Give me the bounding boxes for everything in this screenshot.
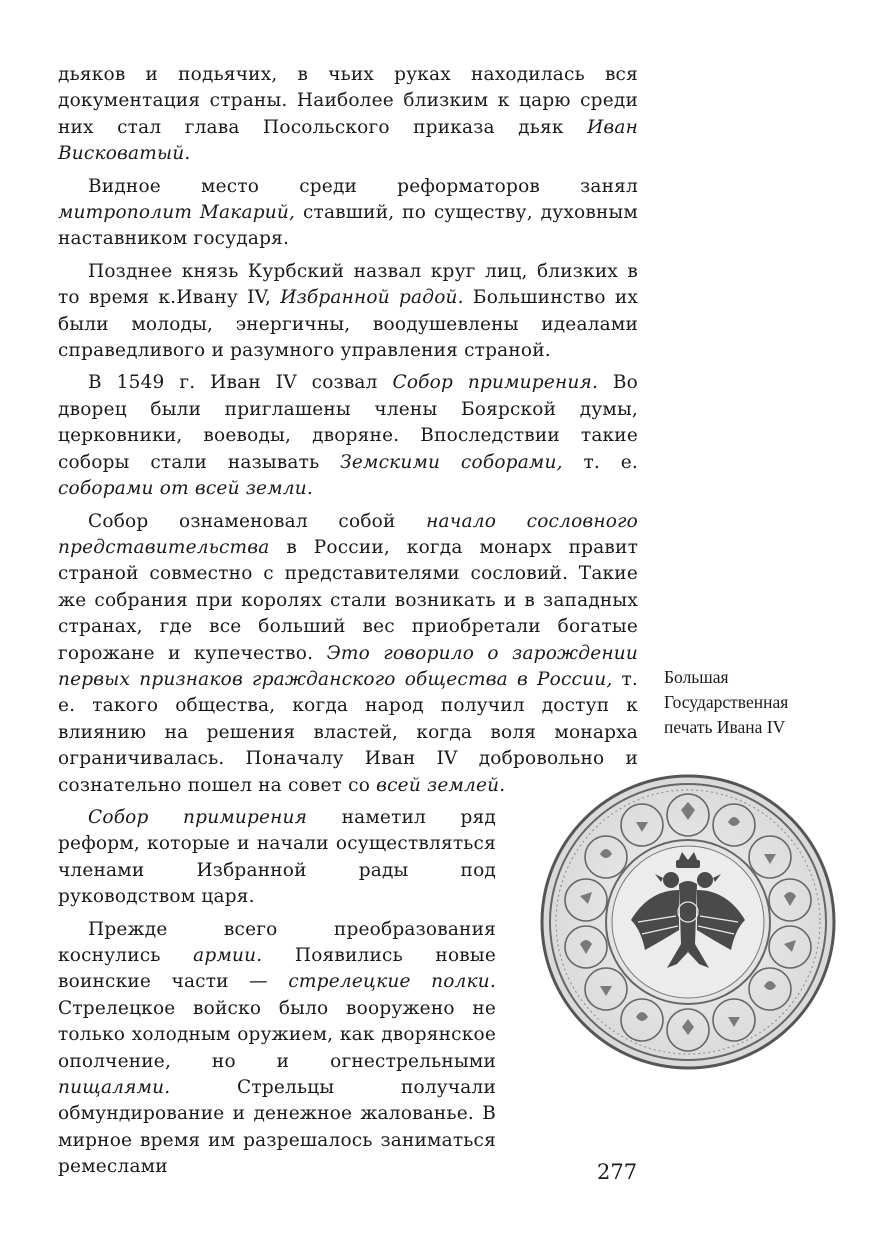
italic-run: начало сословного представительства [58, 510, 638, 558]
figure-caption [664, 665, 839, 740]
text-run: т. е. [562, 451, 638, 473]
caption-line: Большая [664, 667, 729, 687]
paragraph-7 [58, 917, 496, 1181]
italic-run: стрелецкие полки. [288, 971, 496, 993]
text-run: Стрелецкое войско было вооружено не только холодным оружием, как дворянское ополчение, но и огнестрельными [58, 997, 496, 1072]
italic-run: Земскими соборами, [340, 451, 563, 473]
text-run: наметил ряд реформ, которые и начали осуществляться членами Избранной рады под руководством царя. [58, 806, 496, 908]
text-run: Большинство их были молоды, энергичны, воодушевлены идеалами справедливого и разумного управления страной. [58, 287, 638, 362]
paragraph-5 [58, 509, 638, 799]
text-run: Видное место среди реформаторов занял [88, 175, 638, 197]
text-run: Стрельцы получали обмундирование и денежное жалованье. В мирное время им разрешалось заниматься ремеслами [58, 1077, 496, 1178]
page-number: 277 [597, 1160, 638, 1184]
italic-run: соборами от всей земли. [58, 478, 313, 500]
caption-line: печать Ивана IV [664, 717, 786, 737]
text-run: в России, когда монарх правит страной совместно с представителями сословий. Такие же собрания при королях стали возникать и в западных странах, где все больший вес приобретали богатые горожане и купечество. [58, 536, 638, 664]
italic-run: Избранной радой. [280, 287, 464, 309]
text-run: В 1549 г. Иван IV созвал [88, 372, 393, 394]
state-seal-image [538, 772, 838, 1072]
italic-run: Это говорило о зарождении первых признаков гражданского общества в России, [58, 642, 638, 690]
paragraph-4 [58, 370, 638, 502]
text-run: ставший, по существу, духовным наставником государя. [58, 202, 638, 250]
text-run: дьяков и подьячих, в чьих руках находилась вся документация страны. Наиболее близким к царю среди них стал глава Посольского приказа дьяк [58, 64, 638, 138]
italic-run: Иван Висковатый. [58, 116, 638, 165]
paragraph-6 [58, 805, 496, 911]
caption-line: Государственная [664, 692, 789, 712]
italic-run: армии. [193, 945, 263, 966]
seal-icon [538, 772, 838, 1072]
paragraph-1 [58, 62, 638, 168]
text-run: Появились новые воинские части — [58, 945, 496, 993]
italic-run: всей землей. [376, 774, 506, 796]
italic-run: митрополит Макарий, [58, 202, 296, 224]
text-run: т. е. такого общества, когда народ получил доступ к влиянию на решения властей, когда воля монарха ограничивалась. Поначалу Иван IV добровольно и сознательно пошел на совет со [58, 668, 638, 796]
text-run: Позднее князь Курбский назвал круг лиц, близких в то время к.Ивану IV, [58, 260, 638, 309]
text-run: Собор ознаменовал собой [88, 510, 427, 532]
text-run: Во дворец были приглашены члены Боярской думы, церковники, воеводы, дворяне. Впоследствии такие соборы стали называть [58, 372, 639, 473]
italic-run: Собор примирения [88, 806, 308, 828]
paragraph-3 [58, 259, 638, 365]
italic-run: пищалями. [58, 1077, 171, 1099]
italic-run: Собор примирения. [392, 372, 599, 394]
paragraph-2 [58, 174, 638, 253]
text-run: Прежде всего преобразования коснулись [58, 918, 496, 966]
